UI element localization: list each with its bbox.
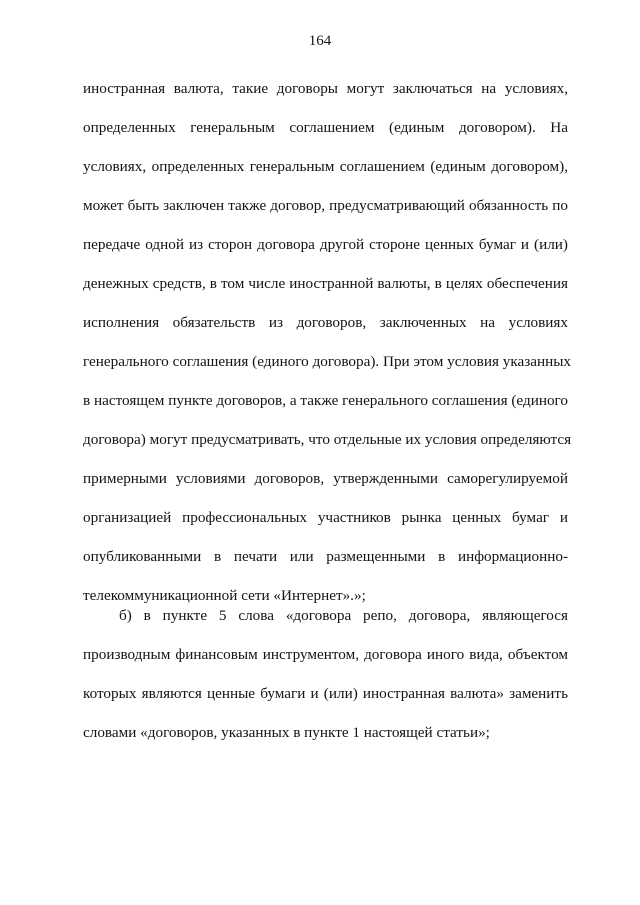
text-line: в настоящем пункте договоров, а также генерального соглашения (единого — [83, 392, 568, 409]
text-line: примерными условиями договоров, утвержденными саморегулируемой — [83, 470, 568, 487]
text-line: передаче одной из сторон договора другой стороне ценных бумаг и (или) — [83, 236, 568, 253]
paragraph-continuation — [83, 69, 572, 615]
page-number: 164 — [308, 33, 332, 49]
text-line: иностранная валюта, такие договоры могут заключаться на условиях, — [83, 80, 568, 97]
text-line: может быть заключен также договор, предусматривающий обязанность по — [83, 197, 568, 214]
text-line: генерального соглашения (единого договора). При этом условия указанных — [83, 353, 572, 370]
text-line: б) в пункте 5 слова «договора репо, договора, являющегося — [119, 607, 568, 624]
text-line: исполнения обязательств из договоров, заключенных на условиях — [83, 314, 568, 331]
text-line: договора) могут предусматривать, что отдельные их условия определяются — [83, 431, 572, 448]
text-line: телекоммуникационной сети «Интернет».»; — [83, 587, 366, 604]
text-line: опубликованными в печати или размещенными в информационно- — [83, 548, 568, 565]
paragraph-item-b — [83, 596, 568, 752]
text-line: организацией профессиональных участников рынка ценных бумаг и — [83, 509, 568, 526]
text-line: условиях, определенных генеральным соглашением (единым договором), — [83, 158, 568, 175]
text-line: словами «договоров, указанных в пункте 1 настоящей статьи»; — [83, 724, 490, 741]
text-line: определенных генеральным соглашением (единым договором). На — [83, 119, 568, 136]
text-line: которых являются ценные бумаги и (или) иностранная валюта» заменить — [83, 685, 568, 702]
text-line: производным финансовым инструментом, договора иного вида, объектом — [83, 646, 568, 663]
text-line: денежных средств, в том числе иностранной валюты, в целях обеспечения — [83, 275, 568, 292]
